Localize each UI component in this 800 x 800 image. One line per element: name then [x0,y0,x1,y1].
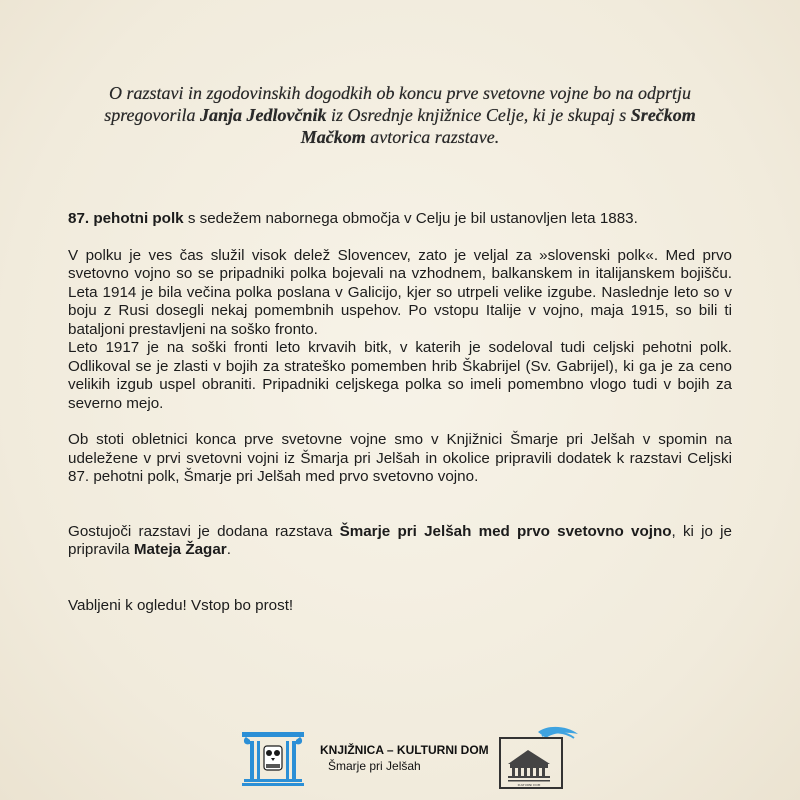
curator-name: Mateja Žagar [133,541,227,558]
svg-text:KULTURNI DOM: KULTURNI DOM [517,783,541,787]
library-name [320,742,489,774]
regiment-name: 87. pehotni polk [68,210,184,227]
library-logo-icon [240,728,306,786]
library-name-line2: Šmarje pri Jelšah [328,759,421,773]
intro-text [90,82,710,148]
paragraph-text: , ki jo je pripravila [68,522,732,558]
paragraph-text: Gostujoči razstavi je dodana razstava [68,522,340,540]
exhibition-title: Šmarje pri Jelšah med prvo svetovno vojno [339,522,672,540]
intro-part: O razstavi in zgodovinskih dogodkih ob koncu prve svetovne vojne bo na odprtju spregovorila [104,83,691,125]
paragraph-text: s sedežem nabornega območja v Celju je bil ustanovljen leta 1883. [183,210,638,227]
speaker-name: Janja Jedlovčnik [200,105,327,125]
paragraph-soca-front: Leto 1917 je na soški fronti leto krvavih bitk, v katerih je sodeloval tudi celjski pehotni polk. Odlikoval se je zlasti v bojih za strateško pomemben hrib Škabrijel (Sv. Gabrijel), ki ga je za ceno velikih izgub uspel obraniti. Pripadniki celjskega polka so imeli pomembno vlogo tudi v bojih za severno mejo. [68,339,732,412]
paragraph-text: . [226,541,231,558]
footer-logos [0,722,800,792]
intro-part: avtorica razstave. [365,127,500,147]
coauthor-name: Srečkom Mačkom [300,105,696,147]
intro-part: iz Osrednje knjižnice Celje, ki je skupaj s [326,105,631,125]
library-name-line1: KNJIŽNICA – KULTURNI DOM [320,743,489,757]
paragraph-anniversary: Ob stoti obletnici konca prve svetovne vojne smo v Knjižnici Šmarje pri Jelšah v spomin na udeležene v prvi svetovni vojni iz Šmarja pri Jelšah in okolice pripravili dodatek k razstavi Celjski 87. pehotni polk, Šmarje pri Jelšah med prvo svetovno vojno. [68,431,732,485]
invitation: Vabljeni k ogledu! Vstop bo prost! [68,596,294,614]
main-text [68,210,732,615]
paragraph-regiment-founding [68,210,732,229]
paragraph-regiment-history: V polku je ves čas služil visok delež Slovencev, zato je veljal za »slovenski polk«. Med prvo svetovno vojno so se pripadniki polka bojevali na vzhodnem, balkanskem in italijanskem bojišču. Leta 1914 je bila večina polka poslana v Galicijo, kjer so utrpeli velike izgube. Naslednje leto so v boju z Rusi dosegli nekaj pomembnih uspehov. Po vstopu Italije v vojno, maja 1915, so bili ti bataljoni prestavljeni na soško fronto. [68,246,732,338]
paragraph-guest-exhibition [68,523,732,560]
kulturni-dom-logo-icon [498,724,586,792]
